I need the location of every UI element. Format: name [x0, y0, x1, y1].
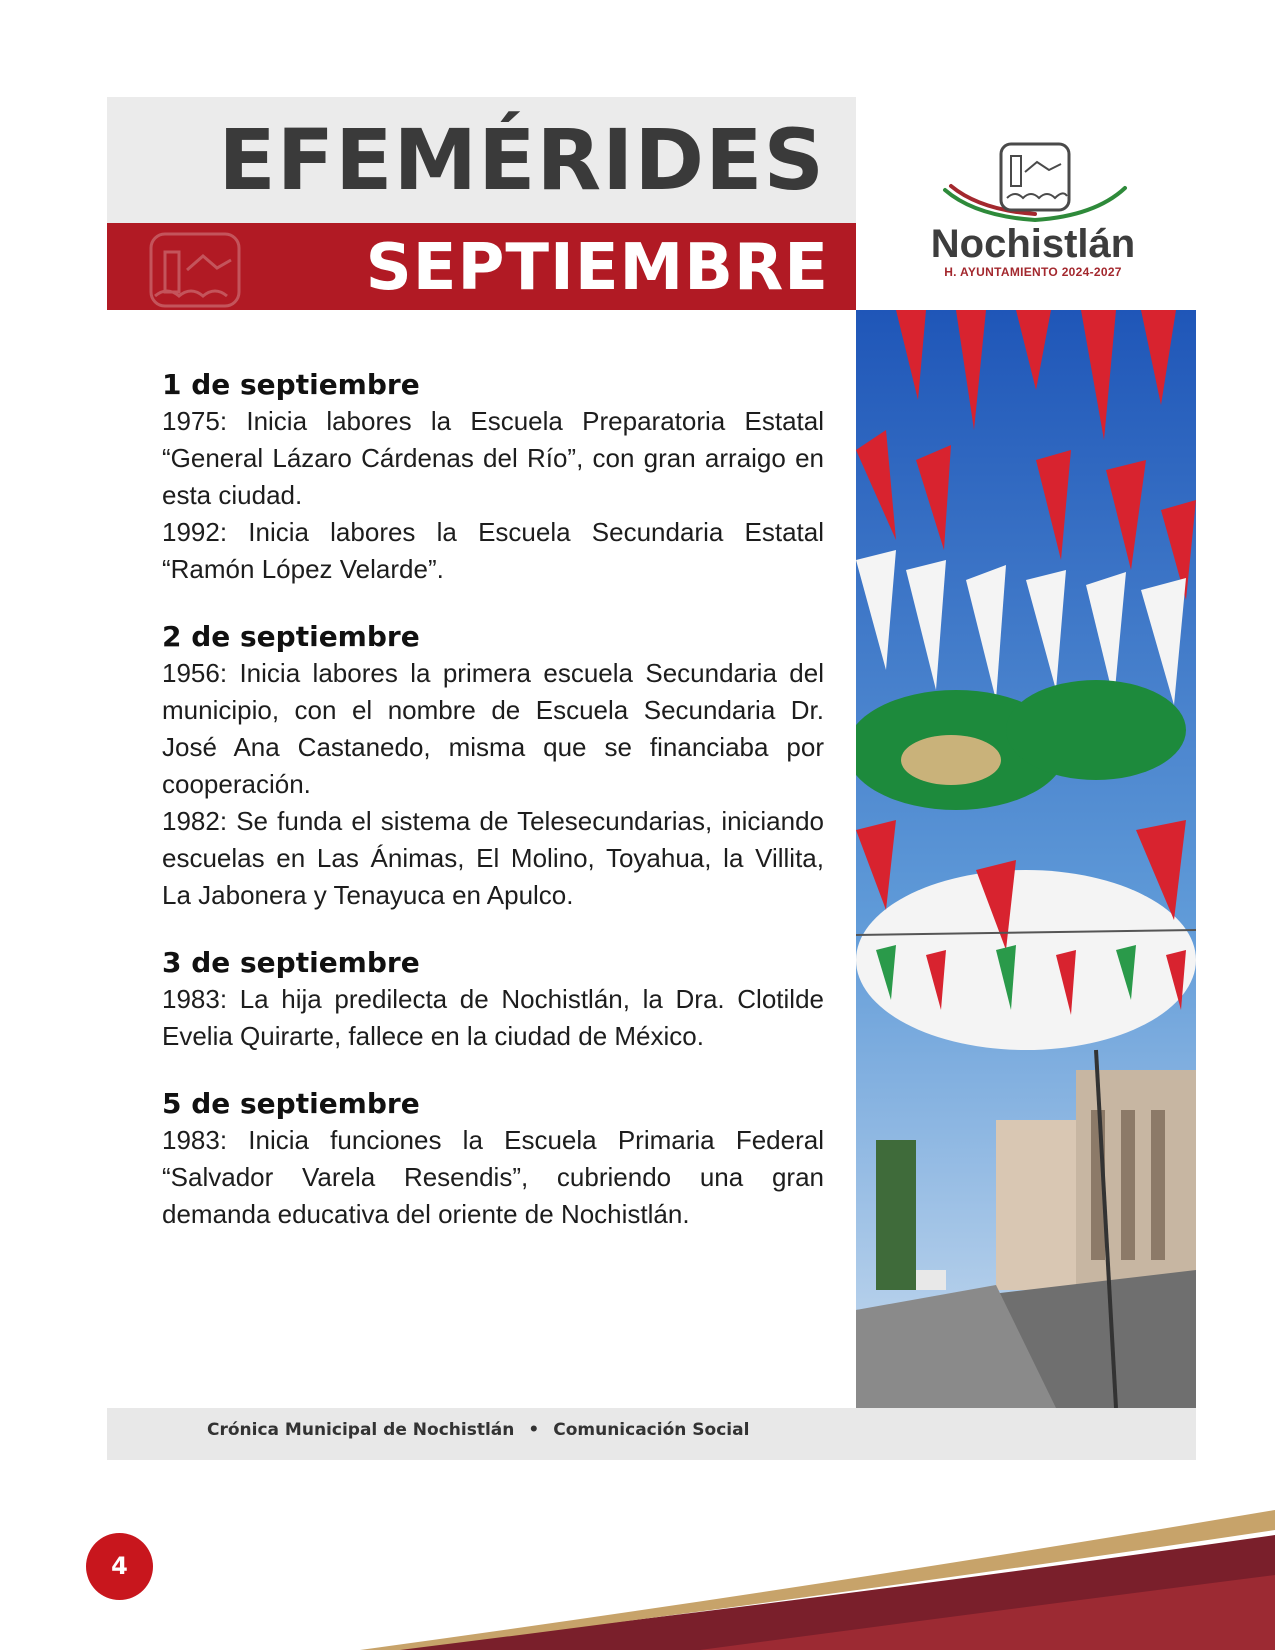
entry-date: 1 de septiembre: [162, 368, 420, 401]
page-number-badge: 4: [86, 1533, 153, 1600]
entry-date: 2 de septiembre: [162, 620, 420, 653]
page-subtitle: SEPTIEMBRE: [365, 231, 829, 305]
entry-paragraph: 1982: Se funda el sistema de Telesecundarias, iniciando escuelas en Las Ánimas, El Molino, Toyahua, la Villita, La Jabonera y Tenayuca en Apulco.: [162, 806, 824, 910]
entry-5-septiembre: [162, 1085, 824, 1233]
entry-1-septiembre: [162, 366, 824, 588]
papel-picado-street-photo: [856, 310, 1196, 1408]
entry-paragraph: 1956: Inicia labores la primera escuela Secundaria del municipio, con el nombre de Escuela Secundaria Dr. José Ana Castanedo, misma que se financiaba por cooperación.: [162, 658, 824, 799]
entry-paragraph: 1992: Inicia labores la Escuela Secundaria Estatal “Ramón López Velarde”.: [162, 517, 824, 584]
entry-date: 5 de septiembre: [162, 1087, 420, 1120]
entry-paragraph: 1983: Inicia funciones la Escuela Primaria Federal “Salvador Varela Resendis”, cubriendo una gran demanda educativa del oriente de Nochistlán.: [162, 1125, 824, 1229]
footer-credits: [207, 1420, 749, 1440]
footer-right: Comunicación Social: [553, 1420, 750, 1440]
entry-date: 3 de septiembre: [162, 946, 420, 979]
efemerides-list: [162, 366, 824, 1263]
logo-name: Nochistlán: [930, 222, 1136, 266]
decorative-swoosh: [0, 1480, 1275, 1650]
logo-subtitle: H. AYUNTAMIENTO 2024-2027: [944, 265, 1122, 279]
footer-left: Crónica Municipal de Nochistlán: [207, 1420, 515, 1440]
footer-separator: •: [528, 1420, 540, 1440]
entry-paragraph: 1983: La hija predilecta de Nochistlán, la Dra. Clotilde Evelia Quirarte, fallece en la ciudad de México.: [162, 984, 824, 1051]
entry-2-septiembre: [162, 618, 824, 914]
page-title: EFEMÉRIDES: [218, 111, 825, 209]
entry-3-septiembre: [162, 944, 824, 1055]
entry-paragraph: 1975: Inicia labores la Escuela Preparatoria Estatal “General Lázaro Cárdenas del Río”, con gran arraigo en esta ciudad.: [162, 406, 824, 510]
